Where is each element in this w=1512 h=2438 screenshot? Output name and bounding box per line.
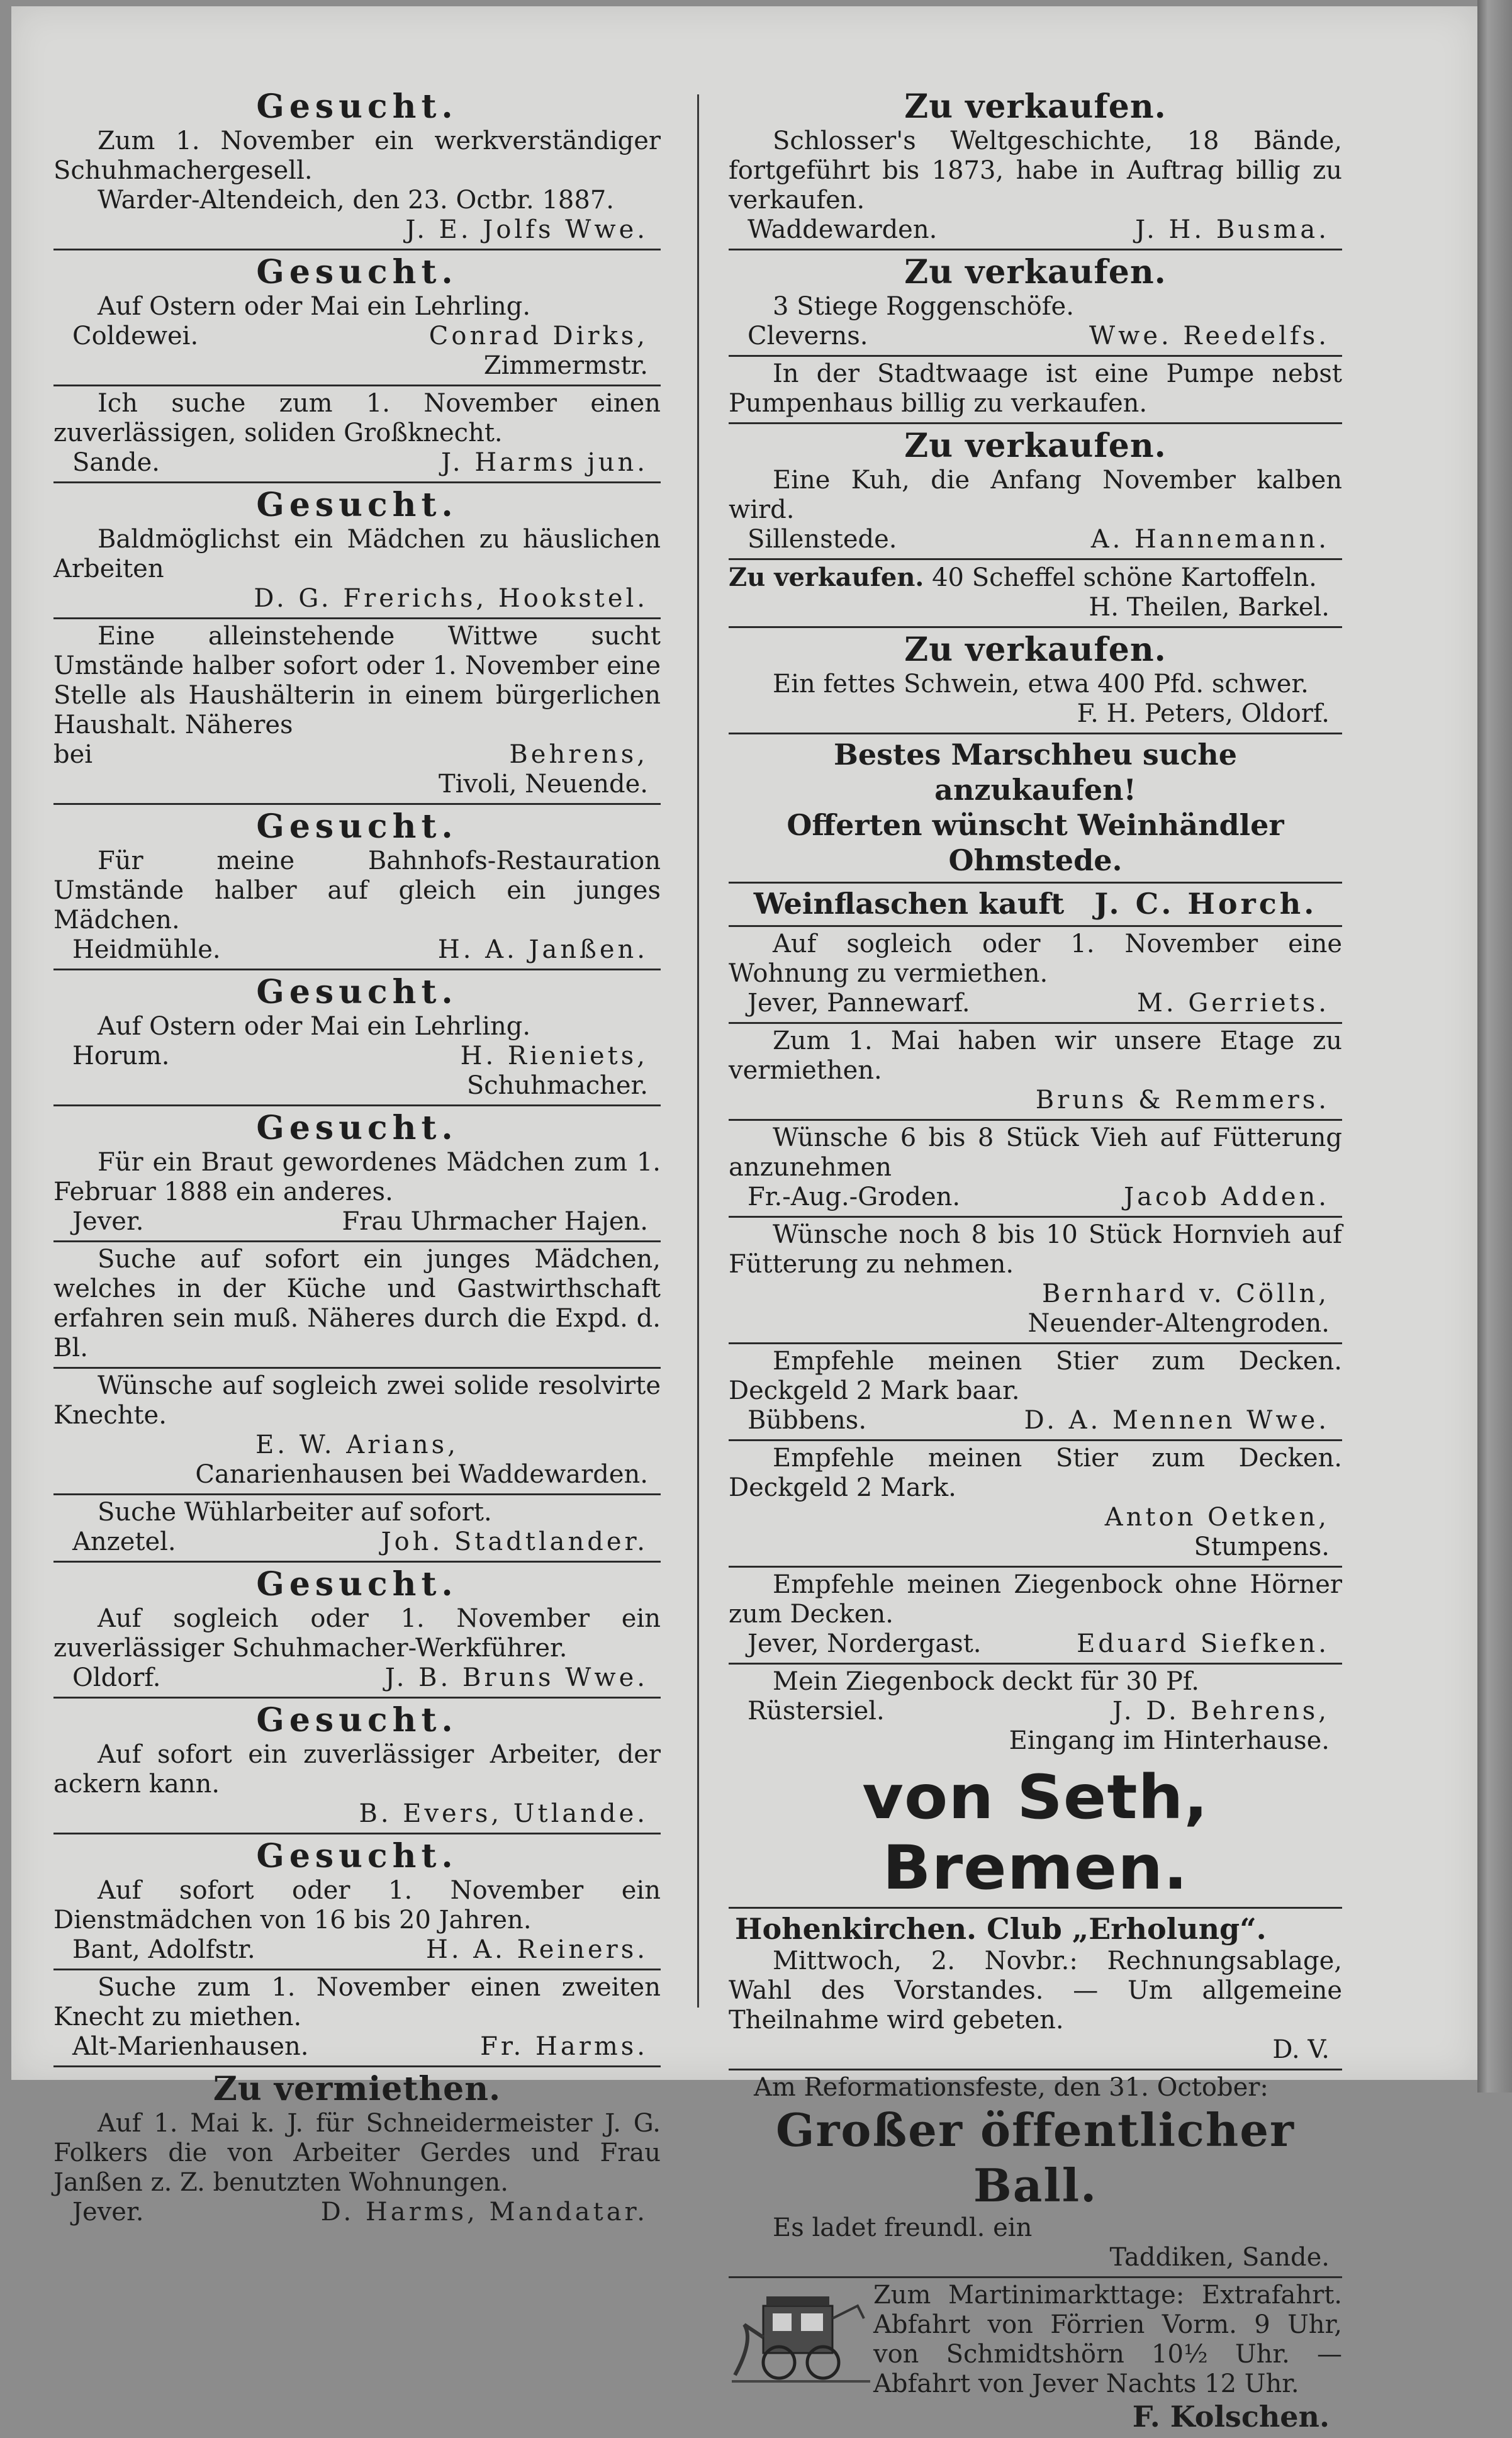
ad-heading: Zu verkaufen. [904,87,1167,126]
ad-heading: Gesucht. [256,87,458,126]
ad-signature [729,215,1342,245]
signer-title: Schuhmacher. [466,1071,648,1100]
ad-text: Ich suche zum 1. November einen zuverlässigen, soliden Großknecht. [53,389,661,447]
ad-signature [53,935,661,965]
signer: Jacob Adden. [1124,1182,1330,1211]
ad-text: Wünsche auf sogleich zwei solide resolvirte Knechte. [53,1371,661,1430]
ad-gesucht-arbeiter [53,1699,661,1834]
signer: J. D. Behrens, [1112,1697,1330,1726]
left-column [53,85,661,2227]
ad-heading: Gesucht. [256,973,458,1011]
signer: D. A. Mennen Wwe. [1024,1406,1330,1435]
ad-zu-verkaufen-roggenschoefe [729,250,1342,357]
ad-signature [729,1406,1342,1435]
signer: Anton Oetken, [1104,1503,1330,1532]
ad-text: Suche Wühlarbeiter auf sofort. [98,1498,492,1527]
signer: Bruns & Remmers. [1035,1086,1330,1115]
place: Jever, Nordergast. [748,1629,982,1658]
ad-signature [53,448,661,478]
ad-ziegenbock-siefken [729,1568,1342,1665]
ad-signature-line2 [53,351,661,381]
ad-text: Auf sogleich oder 1. November eine Wohnung zu vermiethen. [729,930,1342,988]
signer: J. C. Horch. [1094,887,1318,921]
ad-text: Zum 1. Mai haben wir unsere Etage zu vermiethen. [729,1026,1342,1085]
ad-gesucht-lehrling-coldewei [53,250,661,386]
ad-text: Baldmöglichst ein Mädchen zu häuslichen Arbeiten [53,525,661,583]
ad-extrafahrt-kolschen [729,2278,1342,2438]
ad-zu-verkaufen-kuh [729,424,1342,560]
ad-signature-line2 [729,1532,1342,1562]
ad-pumpe [729,357,1342,424]
ad-text: Für meine Bahnhofs-Restauration Umstände halber auf gleich ein junges Mädchen. [53,846,661,935]
ad-text: Schlosser's Weltgeschichte, 18 Bände, fortgeführt bis 1873, habe in Auftrag billig zu verkaufen. [729,126,1342,215]
ad-zu-vermiethen-folkers [53,2067,661,2231]
signer: F. H. Peters, Oldorf. [1077,699,1330,728]
place: Jever. [72,1207,144,1236]
ad-text: Zum Martinimarkttage: Extrafahrt. Abfahrt von Förrien Vorm. 9 Uhr, von Schmidtshörn 10½ Uhr. — Abfahrt von Jever Nachts 12 Uhr. [873,2281,1342,2398]
ad-signature [53,1042,661,1071]
ad-heading: Zu verkaufen. [904,253,1167,291]
ad-wohnung-pannewarf [729,927,1342,1024]
ad-big-line: von Seth, Bremen. [862,1762,1209,1903]
signer: E. W. Arians, [255,1430,459,1459]
ad-signature [53,2198,661,2227]
signer: Eduard Siefken. [1077,1629,1330,1658]
bei: bei [53,740,93,769]
ad-signature [53,584,661,614]
ad-heading: Gesucht. [256,1109,458,1147]
column-rule [697,94,699,2008]
place: Coldewei. [72,322,199,351]
ad-heading: Zu verkaufen. [904,631,1167,669]
ad-heading: Hohenkirchen. Club „Erholung“. [735,1912,1267,1946]
ad-text: Zum 1. November ein werkverständiger Schuhmachergesell. [53,126,661,185]
ad-signature [53,1207,661,1237]
ad-heading: Gesucht. [256,807,458,846]
ad-place-date: Warder-Altendeich, den 23. Octbr. 1887. [98,186,614,215]
ad-signature [53,1935,661,1965]
place: Rüstersiel. [748,1697,885,1726]
ad-stier-stumpens [729,1441,1342,1568]
signer: J. B. Bruns Wwe. [384,1663,648,1692]
ad-signature [53,1663,661,1693]
ad-line: Offerten wünscht Weinhändler Ohmstede. [787,808,1284,877]
signer: H. Theilen, Barkel. [1089,593,1330,622]
stagecoach-illustration [729,2281,873,2391]
signer: Joh. Stadtlander. [381,1527,648,1556]
signer: H. Rieniets, [460,1042,648,1070]
place: Heidmühle. [72,935,221,964]
ad-text: Mittwoch, 2. Novbr.: Rechnungsablage, Wahl des Vorstandes. — Um allgemeine Theilnahme wird gebeten. [729,1946,1342,2035]
ad-text: 3 Stiege Roggenschöfe. [773,292,1074,321]
ad-hornvieh [729,1218,1342,1344]
signer-address: Neuender-Altengroden. [1028,1309,1330,1338]
ad-text: Suche auf sofort ein junges Mädchen, welches in der Küche und Gastwirthschaft erfahren sein muß. Näheres durch die Expd. d. Bl. [53,1245,661,1362]
ad-knechte-canarienhausen [53,1369,661,1495]
ad-signature [729,593,1342,622]
place: Oldorf. [72,1663,161,1692]
ad-signature [53,1799,661,1829]
page-edge [1477,0,1512,2093]
place: Cleverns. [748,322,868,351]
ad-heading: Gesucht. [256,1701,458,1739]
ad-von-seth-bremen [729,1760,1342,1909]
ad-text: Wünsche 6 bis 8 Stück Vieh auf Fütterung anzunehmen [729,1123,1342,1182]
right-column [729,85,1342,2434]
ad-junges-maedchen-kueche [53,1242,661,1369]
place: Jever. [72,2198,144,2227]
ad-weinflaschen [729,884,1342,927]
ad-ball-taddiken [729,2070,1342,2278]
ad-vieh-fuetterung [729,1121,1342,1218]
place: Bant, Adolfstr. [72,1935,255,1964]
signer-address: Stumpens. [1194,1532,1330,1561]
ad-body: Weinflaschen kauft [753,887,1065,921]
ad-signature [729,322,1342,351]
signer-address: Tivoli, Neuende. [438,770,648,799]
ad-text: Auf Ostern oder Mai ein Lehrling. [98,292,531,321]
ad-signature-line2 [53,1071,661,1101]
ad-gesucht-maedchen-hookstel [53,483,661,619]
ad-heading: Zu verkaufen. [904,427,1167,465]
coach-row [729,2281,1342,2399]
ad-line [729,886,1342,921]
ad-gesucht-bahnhofs-restauration [53,805,661,970]
ad-text: Auf sogleich oder 1. November ein zuverlässiger Schuhmacher-Werkführer. [53,1604,661,1663]
ad-signature [729,989,1342,1018]
ad-signature [729,1697,1342,1726]
place: Jever, Pannewarf. [748,989,970,1018]
ad-kartoffeln [729,560,1342,628]
ad-signature [729,1182,1342,1212]
ad-big-line: Großer öffentlicher Ball. [776,2103,1295,2212]
ad-signature-line2 [729,1309,1342,1339]
ad-marschheu [729,734,1342,884]
signer: F. Kolschen. [1132,2400,1330,2434]
ad-signature-line2 [729,1726,1342,1756]
signer: Taddiken, Sande. [1109,2243,1330,2272]
ad-zweiter-knecht [53,1970,661,2067]
signer: M. Gerriets. [1136,989,1330,1018]
ad-gesucht-schuhmachergesell [53,85,661,250]
ad-text: Suche zum 1. November einen zweiten Knecht zu miethen. [53,1973,661,2031]
ad-text: Mein Ziegenbock deckt für 30 Pf. [773,1667,1199,1696]
ad-text: Es ladet freundl. ein [773,2213,1033,2242]
ad-signature [729,1279,1342,1309]
signer-address: Eingang im Hinterhause. [1009,1726,1330,1755]
place: Bübbens. [748,1406,867,1435]
ad-text: Auf sofort ein zuverlässiger Arbeiter, der ackern kann. [53,1740,661,1799]
ad-signature [729,2243,1342,2272]
ad-text: Empfehle meinen Ziegenbock ohne Hörner zum Decken. [729,1570,1342,1629]
ad-heading: Zu vermiethen. [213,2070,501,2108]
ad-signature-line2 [53,770,661,799]
ad-etage [729,1024,1342,1121]
signer-address: Canarienhausen bei Waddewarden. [195,1460,648,1489]
ad-signature [53,215,661,245]
signer: H. A. Reiners. [425,1935,648,1964]
ad-wittwe-haushaelterin [53,619,661,805]
place: Anzetel. [72,1527,176,1556]
ad-gesucht-jever [53,1106,661,1242]
place: Alt-Marienhausen. [72,2032,309,2061]
ad-signature [729,2035,1342,2065]
ad-gesucht-dienstmaedchen [53,1834,661,1970]
ad-ziegenbock-behrens [729,1665,1342,1760]
ad-text [729,563,1342,593]
place: Fr.-Aug.-Groden. [748,1182,961,1211]
signer: Conrad Dirks, [428,322,648,351]
ad-zu-verkaufen-weltgeschichte [729,85,1342,250]
signer: Behrens, [509,740,648,769]
ad-heading: Gesucht. [256,486,458,524]
signer: Fr. Harms. [480,2032,648,2061]
ad-text: Eine Kuh, die Anfang November kalben wird. [729,466,1342,524]
ad-text: In der Stadtwaage ist eine Pumpe nebst Pumpenhaus billig zu verkaufen. [729,359,1342,418]
ad-gesucht-werkfuehrer [53,1563,661,1699]
signer: D. G. Frerichs, Hookstel. [254,584,648,613]
ad-text: Auf sofort oder 1. November ein Dienstmädchen von 16 bis 20 Jahren. [53,1876,661,1935]
ad-heading: Gesucht. [256,1837,458,1875]
place: Sillenstede. [748,525,897,554]
signer: H. A. Janßen. [437,935,648,964]
ad-zu-verkaufen-schwein [729,628,1342,734]
ad-text: Für ein Braut gewordenes Mädchen zum 1. Februar 1888 ein anderes. [53,1148,661,1206]
ad-signature [729,2399,1342,2434]
ad-text: Eine alleinstehende Wittwe sucht Umstände halber sofort oder 1. November eine Stelle als Haushälterin in einem bürgerlichen Haushalt. Näheres [53,622,661,739]
signer: B. Evers, Utlande. [359,1799,648,1828]
ad-signature [729,1503,1342,1532]
ad-signature [729,1629,1342,1659]
ad-signature [53,2032,661,2062]
signer: Bernhard v. Cölln, [1041,1279,1330,1308]
signer: J. Harms jun. [440,448,648,477]
signer-title: Zimmermstr. [483,351,648,380]
signer: Wwe. Reedelfs. [1089,322,1330,351]
signer: J. E. Jolfs Wwe. [405,215,648,244]
ad-signature [53,322,661,351]
ad-stier-buebbens [729,1344,1342,1441]
ad-signature [53,740,661,770]
ad-text: Auf 1. Mai k. J. für Schneidermeister J. G. Folkers die von Arbeiter Gerdes und Frau Janßen z. Z. benutzten Wohnungen. [53,2109,661,2197]
signer: D. Harms, Mandatar. [320,2198,648,2227]
place: Horum. [72,1042,170,1070]
signer: A. Hannemann. [1090,525,1330,554]
ad-text: Ein fettes Schwein, etwa 400 Pfd. schwer. [773,670,1309,699]
ad-intro: Am Reformationsfeste, den 31. October: [754,2073,1268,2102]
ad-signature [729,1086,1342,1115]
ad-gesucht-lehrling-horum [53,970,661,1106]
ad-text: Wünsche noch 8 bis 10 Stück Hornvieh auf Fütterung zu nehmen. [729,1220,1342,1279]
place: Sande. [72,448,160,477]
place: Waddewarden. [748,215,938,244]
ad-text: Empfehle meinen Stier zum Decken. Deckgeld 2 Mark. [729,1444,1342,1502]
signer: Frau Uhrmacher Hajen. [342,1207,648,1236]
ad-grossknecht [53,386,661,483]
ad-club-erholung [729,1909,1342,2070]
signer: D. V. [1272,2035,1330,2064]
ad-signature [729,525,1342,554]
ad-line: Bestes Marschheu suche anzukaufen! [833,738,1237,807]
ad-body: 40 Scheffel schöne Kartoffeln. [932,563,1317,592]
ad-heading: Gesucht. [256,253,458,291]
ad-text: Auf Ostern oder Mai ein Lehrling. [98,1012,531,1041]
ad-signature [729,699,1342,729]
ad-text: Empfehle meinen Stier zum Decken. Deckgeld 2 Mark baar. [729,1347,1342,1405]
ad-heading: Gesucht. [256,1565,458,1604]
signer: J. H. Busma. [1135,215,1330,244]
ad-signature [53,1527,661,1557]
ad-wuehlarbeiter [53,1495,661,1563]
ad-signature-line2 [53,1460,661,1490]
ad-lead: Zu verkaufen. [729,563,924,592]
